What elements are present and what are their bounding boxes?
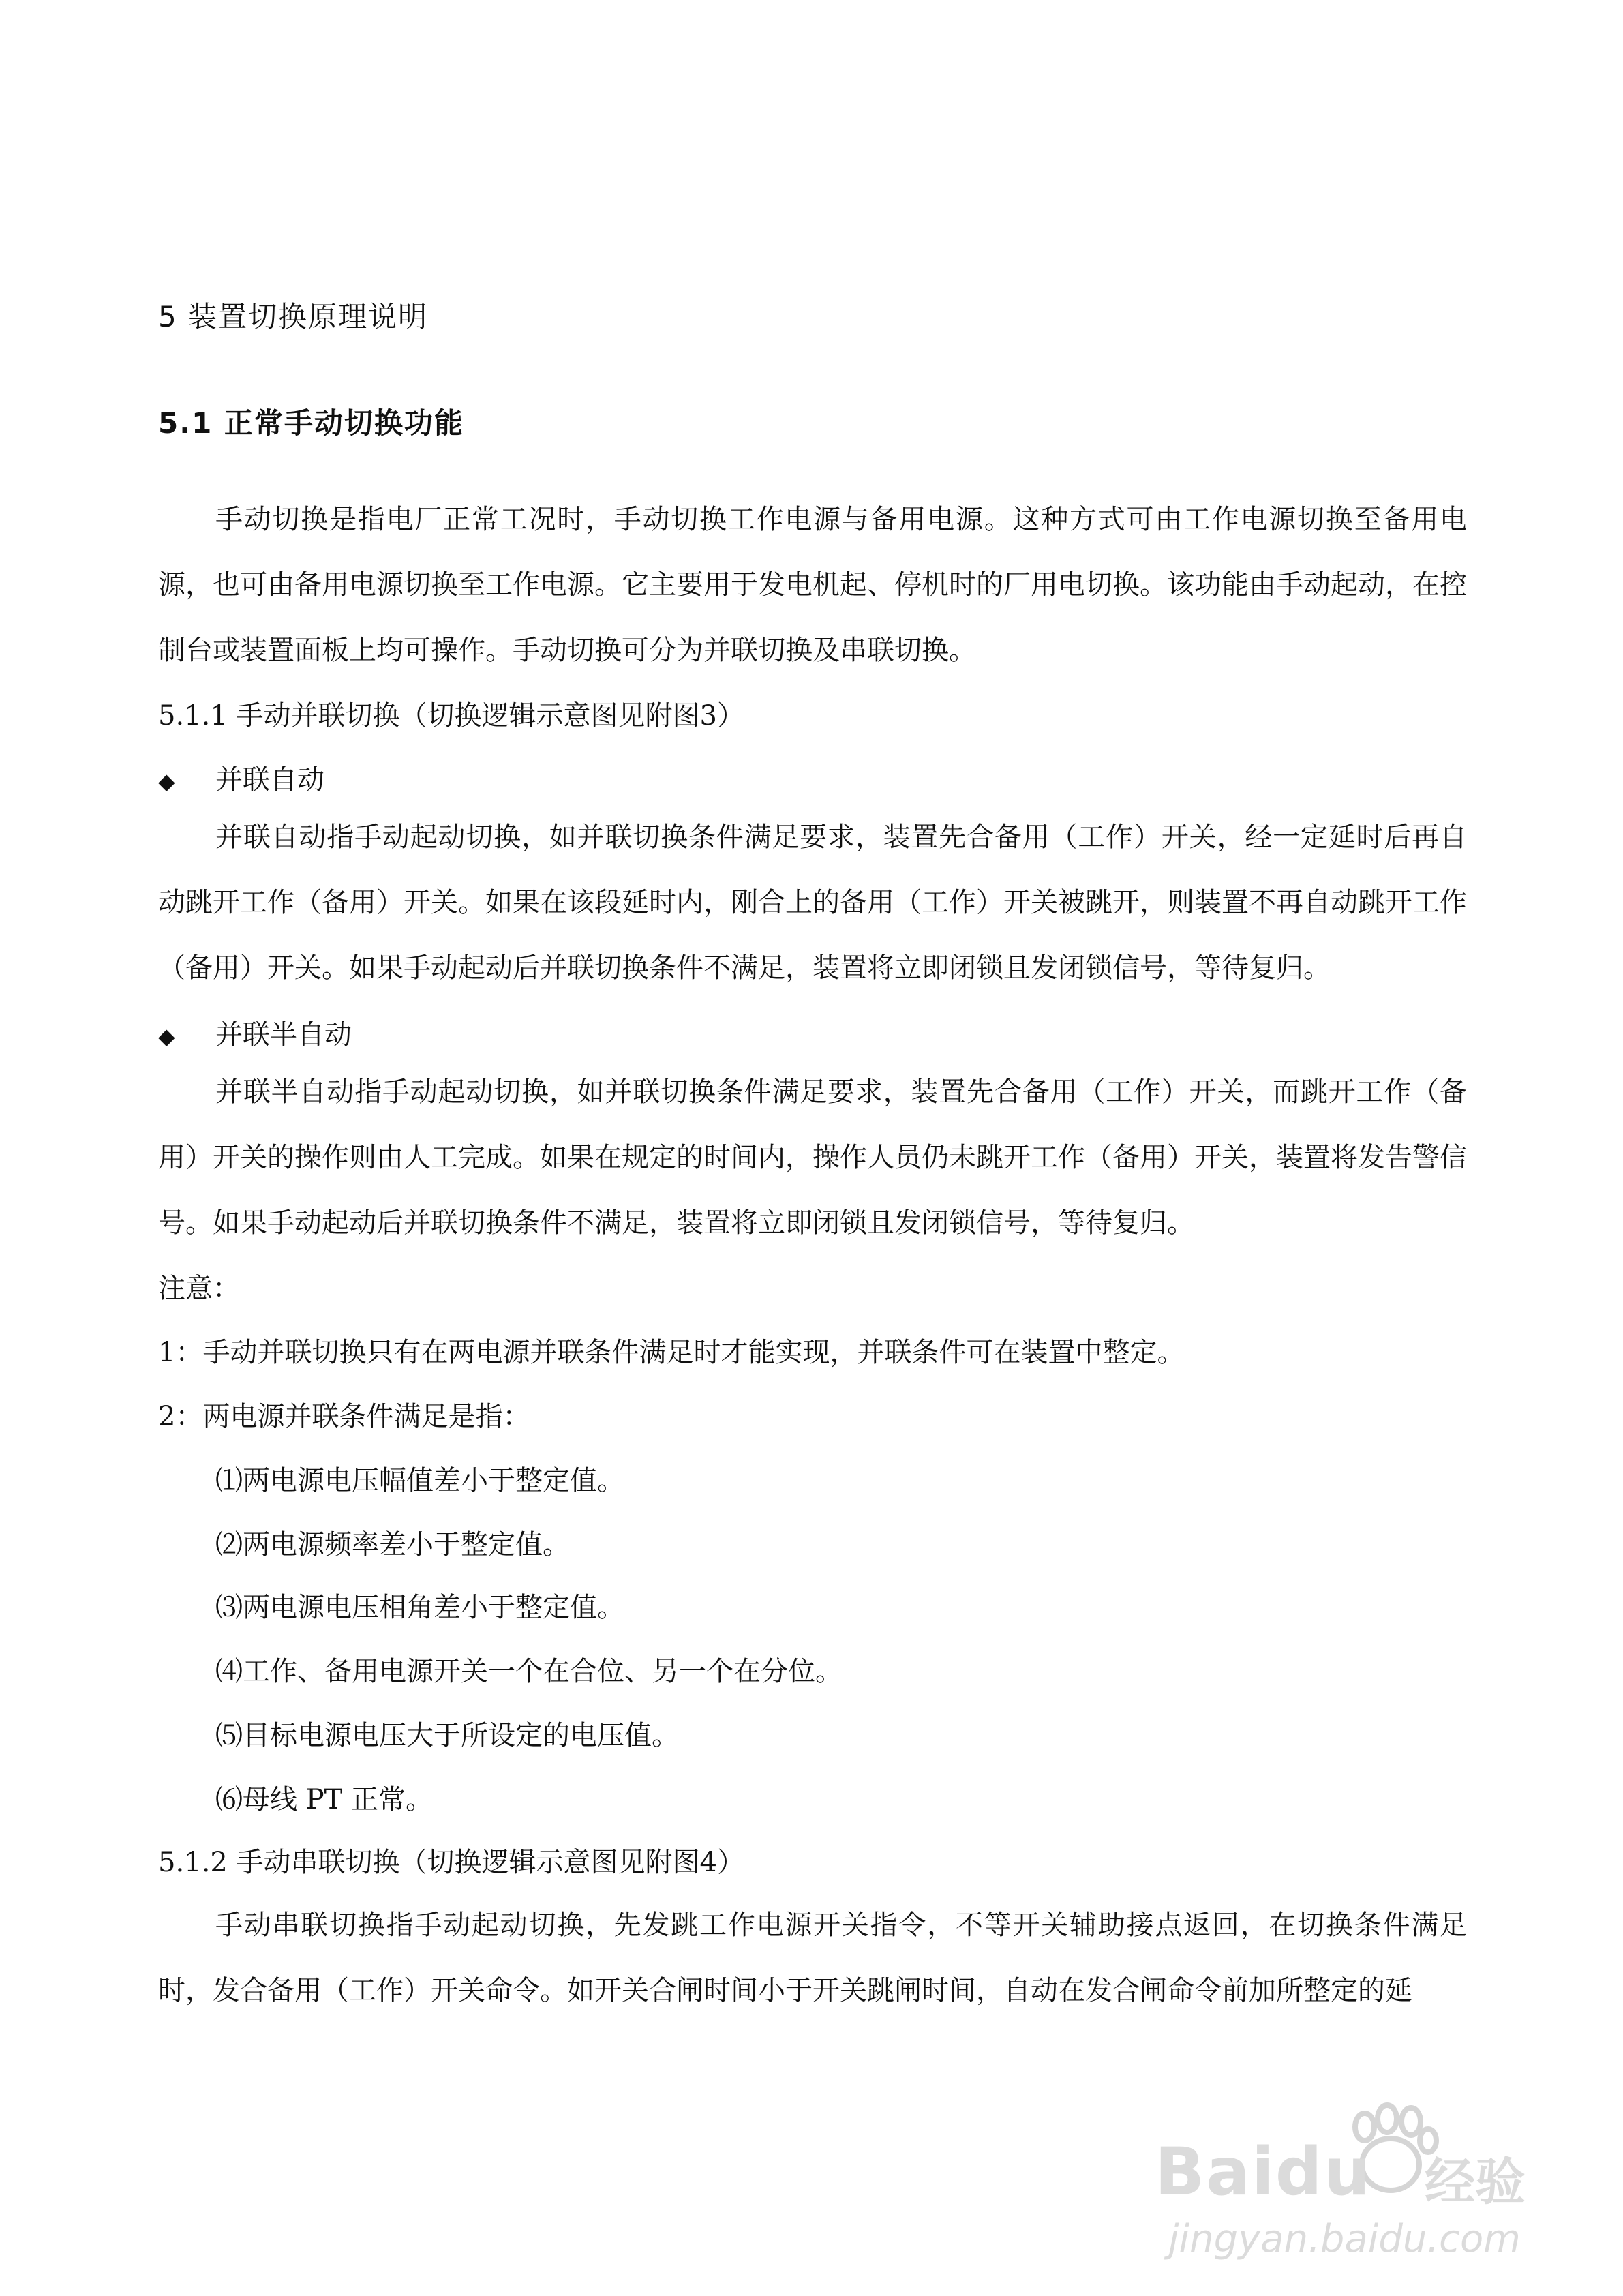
series-switch-paragraph: 手动串联切换指手动起动切换，先发跳工作电源开关指令，不等开关辅助接点返回，在切换条件满足时，发合备用（工作）开关命令。如开关合闸时间小于开关跳闸时间，自动在发合闸命令前加所整定的延 bbox=[158, 1909, 1467, 2006]
parallel-auto-block bbox=[158, 804, 1467, 1001]
diamond-bullet-icon: ◆ bbox=[158, 768, 175, 794]
subsection-heading-5-1-2: 5.1.2 手动串联切换（切换逻辑示意图见附图4） bbox=[158, 1847, 744, 1878]
parallel-auto-paragraph: 并联自动指手动起动切换，如并联切换条件满足要求，装置先合备用（工作）开关，经一定延时后再自动跳开工作（备用）开关。如果在该段延时内，刚合上的备用（工作）开关被跳开，则装置不再自动跳开工作（备用）开关。如果手动起动后并联切换条件不满足，装置将立即闭锁且发闭锁信号，等待复归。 bbox=[158, 821, 1467, 984]
section-heading-5: 5 装置切换原理说明 bbox=[158, 300, 429, 333]
watermark-brand: Baidu bbox=[1155, 2134, 1371, 2210]
note-1: 1：手动并联切换只有在两电源并联条件满足时才能实现，并联条件可在装置中整定。 bbox=[158, 1337, 1185, 1368]
condition-item: ⑷工作、备用电源开关一个在合位、另一个在分位。 bbox=[215, 1656, 843, 1687]
section-heading-5-1: 5.1 正常手动切换功能 bbox=[158, 406, 465, 440]
note-label: 注意： bbox=[158, 1273, 240, 1304]
condition-item: ⑵两电源频率差小于整定值。 bbox=[215, 1529, 570, 1560]
parallel-semi-auto-paragraph: 并联半自动指手动起动切换，如并联切换条件满足要求，装置先合备用（工作）开关，而跳开工作（备用）开关的操作则由人工完成。如果在规定的时间内，操作人员仍未跳开工作（备用）开关，装置将发告警信号。如果手动起动后并联切换条件不满足，装置将立即闭锁且发闭锁信号，等待复归。 bbox=[158, 1076, 1467, 1239]
condition-item: ⑶两电源电压相角差小于整定值。 bbox=[215, 1592, 624, 1623]
subsection-heading-5-1-1: 5.1.1 手动并联切换（切换逻辑示意图见附图3） bbox=[158, 700, 744, 731]
intro-block bbox=[158, 487, 1467, 683]
note-2: 2：两电源并联条件满足是指： bbox=[158, 1401, 530, 1432]
bullet-label: 并联自动 bbox=[215, 764, 324, 796]
intro-paragraph: 手动切换是指电厂正常工况时，手动切换工作电源与备用电源。这种方式可由工作电源切换至备用电源，也可由备用电源切换至工作电源。它主要用于发电机起、停机时的厂用电切换。该功能由手动起动，在控制台或装置面板上均可操作。手动切换可分为并联切换及串联切换。 bbox=[158, 504, 1467, 666]
series-switch-block bbox=[158, 1892, 1467, 2023]
baidu-jingyan-watermark bbox=[1152, 2100, 1534, 2277]
parallel-semi-auto-block bbox=[158, 1059, 1467, 1256]
condition-item: ⑹母线 PT 正常。 bbox=[215, 1784, 434, 1815]
watermark-url: jingyan.baidu.com bbox=[1168, 2217, 1521, 2261]
bullet-item-parallel-auto bbox=[158, 761, 324, 800]
diamond-bullet-icon: ◆ bbox=[158, 1023, 175, 1049]
watermark-brand-cn: 经验 bbox=[1425, 2153, 1526, 2211]
bullet-item-parallel-semi-auto bbox=[158, 1016, 352, 1055]
bullet-label: 并联半自动 bbox=[215, 1019, 352, 1051]
condition-item: ⑴两电源电压幅值差小于整定值。 bbox=[215, 1465, 624, 1496]
condition-item: ⑸目标电源电压大于所设定的电压值。 bbox=[215, 1720, 679, 1751]
